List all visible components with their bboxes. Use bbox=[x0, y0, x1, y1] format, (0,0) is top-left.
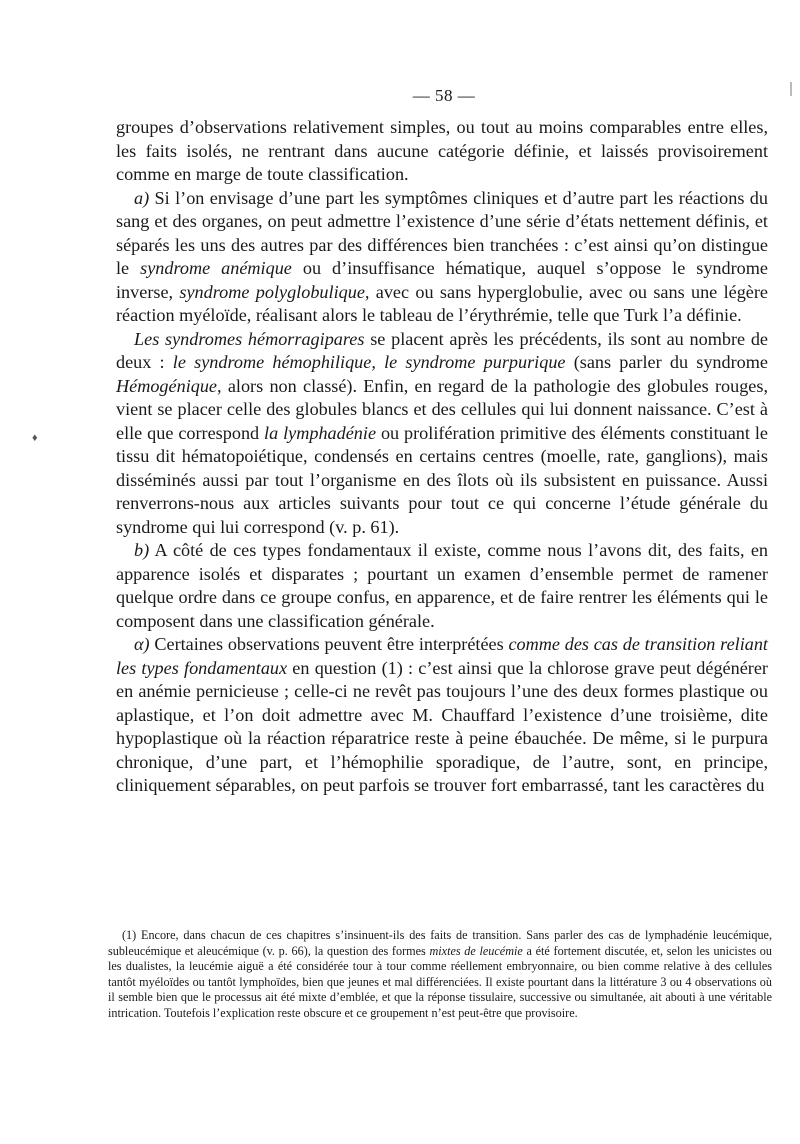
text-run: ou prolifération primitive des éléments constituant le tissu dit hématopoiétique, condensés en certains centres (moelle, rate, ganglions), mais disséminés aussi par tout l’organisme en des îlots où ils subsistent en puissance. Aussi renverrons-nous aux articles suivants pour tout ce qui concerne l’étude générale du syndrome qui lui correspond (v. p. 61). bbox=[116, 422, 768, 537]
text-run: (1) Encore, dans chacun de ces chapitres s’insinuent-ils des faits de transition. Sans parler des cas de lymphadénie leucémique, subleucémique et aleucémique (v. p. 66), la question des formes bbox=[108, 928, 772, 958]
body-text bbox=[116, 116, 768, 798]
italic-text: b) bbox=[134, 540, 150, 560]
text-run: Si l’on envisage d’une part les symptômes cliniques et d’autre part les réactions du sang et des organes, on peut admettre l’existence d’une série d’états nettement définis, et séparés les uns des autres par des différences bien tranchées : c’est ainsi qu’on distingue le bbox=[116, 187, 768, 278]
text-run: alors non classé). Enfin, en regard de la pathologie des globules rouges, vient se placer celle des globules blancs et des cellules qui lui donnent naissance. C’est à elle que correspond bbox=[116, 375, 768, 443]
text-run: (sans parler du syndrome bbox=[565, 352, 768, 372]
footnotes bbox=[108, 928, 772, 1022]
paragraph bbox=[116, 539, 768, 633]
text-run: se placent après les précédents, ils sont au nombre de deux : bbox=[116, 328, 769, 372]
italic-text: comme des cas de transition reliant les types fondamentaux bbox=[116, 634, 768, 678]
italic-text: Hémogénique, bbox=[116, 375, 222, 396]
paragraph bbox=[116, 633, 768, 798]
paragraph bbox=[116, 116, 768, 187]
text-run: Certaines observations peuvent être interprétées bbox=[149, 634, 509, 654]
italic-text: syndrome polyglobulique, bbox=[179, 281, 370, 302]
footnote bbox=[108, 928, 772, 1022]
italic-text: Les syndromes hémorragipares bbox=[134, 328, 365, 349]
italic-text: le syndrome hémophilique, le syndrome purpurique bbox=[172, 352, 566, 372]
italic-text: la lymphadénie bbox=[264, 422, 377, 443]
text-run: A côté de ces types fondamentaux il existe, comme nous l’avons dit, des faits, en apparence isolés et disparates ; pourtant un examen d’ensemble permet de ramener quelque ordre dans ce groupe confus, en apparence, et de faire rentrer les éléments qui le composent dans une classification générale. bbox=[116, 540, 768, 631]
text-run: a été fortement discutée, et, selon les unicistes ou les dualistes, la leucémie aiguë a été considérée tour à tour comme réellement embryonnaire, ou bien comme relative à des cellules tantôt myéloïdes ou tantôt lymphoïdes, bien que jeunes et mal différenciées. Il existe pourtant dans la littérature 3 ou 4 observations où il semble bien que le processus ait été mixte d’emblée, et que la réponse tissulaire, successive ou simultanée, ait abouti à une véritable intrication. Toutefois l’explication reste obscure et ce groupement n’est peut-être que provisoire. bbox=[108, 943, 772, 1020]
italic-text: α) bbox=[134, 634, 150, 654]
paragraph bbox=[116, 328, 768, 540]
text-run: ou d’insuffisance hématique, auquel s’oppose le syndrome inverse, bbox=[116, 258, 768, 302]
italic-text: a) bbox=[134, 187, 150, 208]
margin-mark: ♦ bbox=[32, 432, 38, 444]
text-run: groupes d’observations relativement simples, ou tout au moins comparables entre elles, les faits isolés, ne rentrant dans aucune catégorie définie, et laissés provisoirement comme en marge de toute classification. bbox=[116, 117, 768, 184]
italic-text: mixtes de leucémie bbox=[429, 943, 523, 958]
page-number: — 58 — bbox=[412, 86, 476, 105]
italic-text: syndrome anémique bbox=[140, 258, 292, 278]
text-run: en question (1) : c’est ainsi que la chlorose grave peut dégénérer en anémie pernicieuse ; celle-ci ne revêt pas toujours l’une des deux formes plastique ou aplastique, et l’on doit admettre avec M. Chauffard l’existence d’une troisième, dite hypoplastique où la réaction réparatrice reste à peine ébauchée. De même, si le purpura chronique, d’une part, et l’hémophilie sporadique, de l’autre, sont, en principe, cliniquement séparables, on peut parfois se trouver fort embarrassé, tant les caractères du bbox=[116, 657, 768, 795]
paragraph bbox=[116, 187, 768, 328]
text-run: avec ou sans hyperglobulie, avec ou sans une légère réaction myéloïde, réalisant alors le tableau de l’érythrémie, telle que Turk l’a définie. bbox=[116, 281, 768, 325]
